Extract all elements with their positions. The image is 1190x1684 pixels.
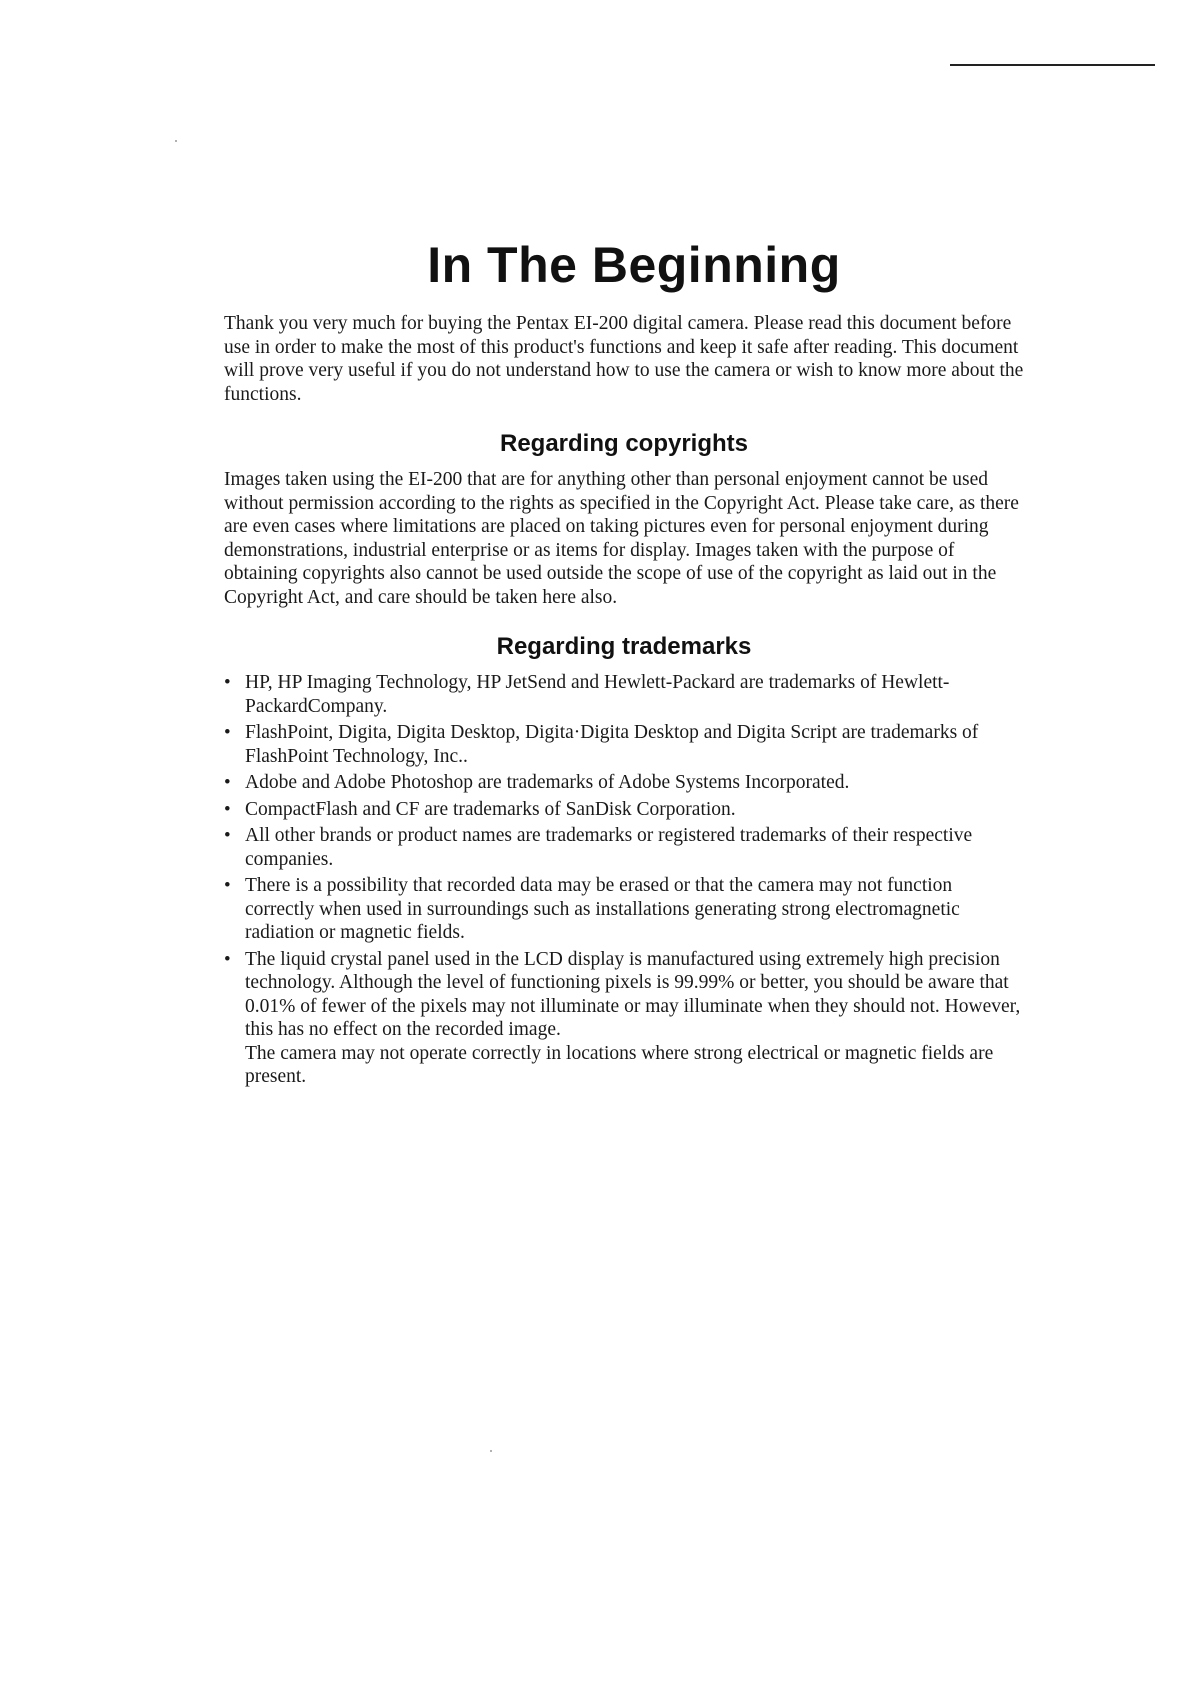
trademarks-heading: Regarding trademarks [496, 633, 752, 660]
trademarks-list [224, 671, 1024, 871]
list-item: • HP, HP Imaging Technology, HP JetSend and Hewlett-Packard are trademarks of Hewlett-PackardCompany. [224, 671, 1024, 718]
page-content [224, 236, 1024, 1092]
copyrights-heading: Regarding copyrights [499, 430, 749, 457]
note-lcd-text: The liquid crystal panel used in the LCD display is manufactured using extremely high precision technology. Although the level of functioning pixels is 99.99% or better, you should be aware that 0.01% of fewer of the pixels may not illuminate or may illuminate when they should not. However, this has no effect on the recorded image. [245, 948, 1021, 1040]
list-item: • CompactFlash and CF are trademarks of SanDisk Corporation. [224, 798, 1024, 822]
intro-paragraph: Thank you very much for buying the Pentax EI-200 digital camera. Please read this document before use in order to make the most of this product's functions and keep it safe after reading. This document will prove very useful if you do not understand how to use the camera or wish to know more about the functions. [224, 313, 1024, 405]
scan-speck [490, 1450, 492, 1452]
notes-list [224, 874, 1024, 1089]
note-extra-text: The camera may not operate correctly in locations where strong electrical or magnetic fields are present. [245, 1042, 994, 1087]
list-item: • Adobe and Adobe Photoshop are trademarks of Adobe Systems Incorporated. [224, 771, 1024, 795]
list-item: • FlashPoint, Digita, Digita Desktop, Digita·Digita Desktop and Digita Script are trademarks of FlashPoint Technology, Inc.. [224, 721, 1024, 768]
header-rule [950, 64, 1155, 66]
list-item [224, 948, 1024, 1089]
scan-speck [175, 140, 177, 142]
list-item: • There is a possibility that recorded data may be erased or that the camera may not function correctly when used in surroundings such as installations generating strong electromagnetic radiation or magnetic fields. [224, 874, 1024, 945]
copyrights-paragraph: Images taken using the EI-200 that are for anything other than personal enjoyment cannot be used without permission according to the rights as specified in the Copyright Act. Please take care, as there are even cases where limitations are placed on taking pictures even for personal enjoyment during demonstrations, industrial enterprise or as items for display. Images taken with the purpose of obtaining copyrights also cannot be used outside the scope of use of the copyright as laid out in the Copyright Act, and care should be taken here also. [224, 469, 1019, 608]
page-title: In The Beginning [427, 237, 841, 293]
list-item: • All other brands or product names are trademarks or registered trademarks of their respective companies. [224, 824, 1024, 871]
